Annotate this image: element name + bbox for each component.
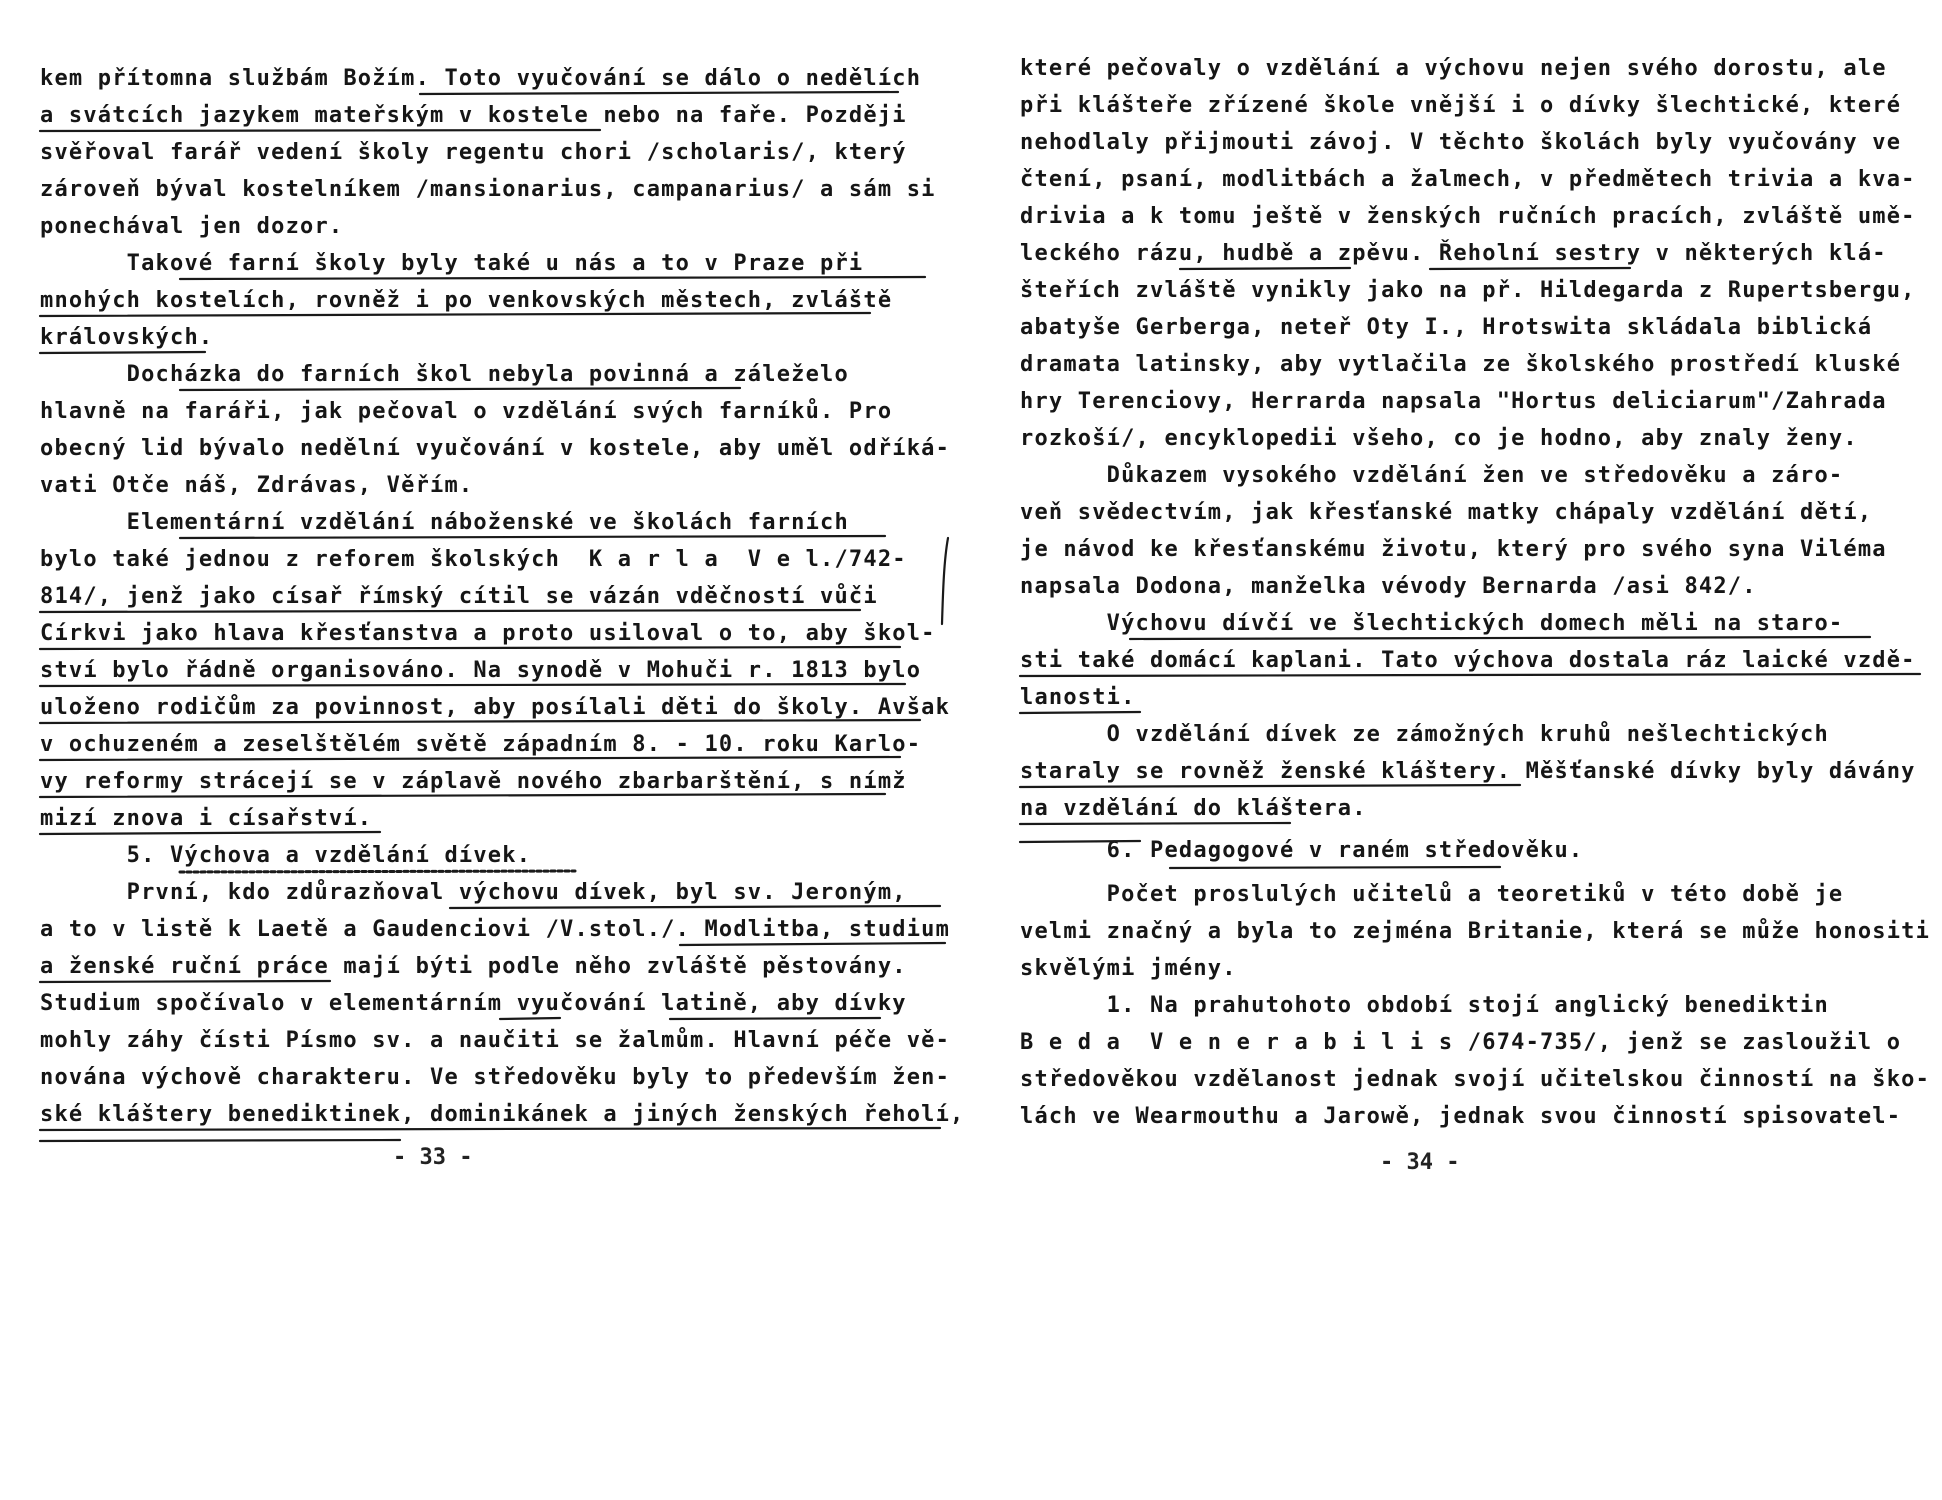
text-line: lách ve Wearmouthu a Jarowě, jednak svou činností spisovatel- xyxy=(1020,1104,1902,1129)
text-line: a svátcích jazykem mateřským v kostele nebo na faře. Později xyxy=(40,103,907,128)
text-line: Počet proslulých učitelů a teoretiků v této době je xyxy=(1020,882,1844,907)
text-line: mizí znova i císařství. xyxy=(40,806,373,831)
text-line: První, kdo zdůrazňoval výchovu dívek, byl sv. Jeroným, xyxy=(40,880,907,905)
text-line: Důkazem vysokého vzdělání žen ve středověku a záro- xyxy=(1020,463,1844,488)
section-heading: 5. Výchova a vzdělání dívek. xyxy=(40,843,532,868)
text-line: nehodlaly přijmouti závoj. V těchto školách byly vyučovány ve xyxy=(1020,130,1902,155)
text-line: staraly se rovněž ženské kláštery. Měšťanské dívky byly dávány xyxy=(1020,759,1916,784)
text-line: lanosti. xyxy=(1020,685,1136,710)
text-line: které pečovaly o vzdělání a výchovu nejen svého dorostu, ale xyxy=(1020,56,1887,81)
text-line: skvělými jmény. xyxy=(1020,956,1237,981)
text-line: a to v listě k Laetě a Gaudenciovi /V.stol./. Modlitba, studium xyxy=(40,917,951,942)
text-line: na vzdělání do kláštera. xyxy=(1020,796,1367,821)
text-line: mohly záhy čísti Písmo sv. a naučiti se žalmům. Hlavní péče vě- xyxy=(40,1028,951,1053)
text-line: obecný lid bývalo nedělní vyučování v kostele, aby uměl odříká- xyxy=(40,436,951,461)
page-number: - 33 - xyxy=(393,1145,473,1170)
text-line: kem přítomna službám Božím. Toto vyučování se dálo o nedělích xyxy=(40,66,922,91)
text-line: v ochuzeném a zeselštělém světě západním 8. - 10. roku Karlo- xyxy=(40,732,922,757)
text-line: hry Terenciovy, Herrarda napsala "Hortus deliciarum"/Zahrada xyxy=(1020,389,1887,414)
text-line: je návod ke křesťanskému životu, který pro svého syna Viléma xyxy=(1020,537,1887,562)
text-line: abatyše Gerberga, neteř Oty I., Hrotswita skládala biblická xyxy=(1020,315,1873,340)
section-heading: 6. Pedagogové v raném středověku. xyxy=(1020,838,1584,863)
text-line: Církvi jako hlava křesťanstva a proto usiloval o to, aby škol- xyxy=(40,621,936,646)
text-line: hlavně na faráři, jak pečoval o vzdělání svých farníků. Pro xyxy=(40,399,893,424)
text-line: uloženo rodičům za povinnost, aby posílali děti do školy. Avšak xyxy=(40,695,951,720)
text-line: ské kláštery benediktinek, dominikánek a jiných ženských řeholí, xyxy=(40,1102,965,1127)
text-line: středověkou vzdělanost jednak svojí učitelskou činností na ško- xyxy=(1020,1067,1931,1092)
text-line: svěřoval farář vedení školy regentu chori /scholaris/, který xyxy=(40,140,907,165)
text-line: vy reformy strácejí se v záplavě nového zbarbarštění, s nímž xyxy=(40,769,907,794)
text-line: a ženské ruční práce mají býti podle něho zvláště pěstovány. xyxy=(40,954,907,979)
text-line: bylo také jednou z reforem školských K a r l a V e l./742- xyxy=(40,547,907,572)
text-line: dramata latinsky, aby vytlačila ze školského prostředí kluské xyxy=(1020,352,1902,377)
text-line: napsala Dodona, manželka vévody Bernarda /asi 842/. xyxy=(1020,574,1757,599)
text-line: 1. Na prahutohoto období stojí anglický benediktin xyxy=(1020,993,1829,1018)
right-page xyxy=(990,0,1942,1500)
text-line: rozkoší/, encyklopedii všeho, co je hodno, aby znaly ženy. xyxy=(1020,426,1858,451)
text-line: nována výchově charakteru. Ve středověku byly to především žen- xyxy=(40,1065,951,1090)
text-line: velmi značný a byla to zejména Britanie, která se může honositi xyxy=(1020,919,1931,944)
text-line: B e d a V e n e r a b i l i s /674-735/, jenž se zasloužil o xyxy=(1020,1030,1902,1055)
text-line: čtení, psaní, modlitbách a žalmech, v předmětech trivia a kva- xyxy=(1020,167,1916,192)
text-line: veň svědectvím, jak křesťanské matky chápaly vzdělání dětí, xyxy=(1020,500,1873,525)
text-line: Studium spočívalo v elementárním vyučování latině, aby dívky xyxy=(40,991,907,1016)
text-line: sti také domácí kaplani. Tato výchova dostala ráz laické vzdě- xyxy=(1020,648,1916,673)
text-line: 814/, jenž jako císař římský cítil se vázán vděčností vůči xyxy=(40,584,878,609)
text-line: šteřích zvláště vynikly jako na př. Hildegarda z Rupertsbergu, xyxy=(1020,278,1916,303)
page-number: - 34 - xyxy=(1380,1150,1460,1175)
text-line: Elementární vzdělání náboženské ve školách farních xyxy=(40,510,849,535)
text-line: leckého rázu, hudbě a zpěvu. Řeholní sestry v některých klá- xyxy=(1020,241,1887,266)
text-line: ponechával jen dozor. xyxy=(40,214,344,239)
text-line: královských. xyxy=(40,325,214,350)
text-line: Docházka do farních škol nebyla povinná a záleželo xyxy=(40,362,849,387)
text-line: ství bylo řádně organisováno. Na synodě v Mohuči r. 1813 bylo xyxy=(40,658,922,683)
text-line: mnohých kostelích, rovněž i po venkovských městech, zvláště xyxy=(40,288,893,313)
text-line: vati Otče náš, Zdrávas, Věřím. xyxy=(40,473,474,498)
text-line: Výchovu dívčí ve šlechtických domech měli na staro- xyxy=(1020,611,1844,636)
text-line: O vzdělání dívek ze zámožných kruhů nešlechtických xyxy=(1020,722,1829,747)
text-line: při klášteře zřízené škole vnější i o dívky šlechtické, které xyxy=(1020,93,1902,118)
text-line: Takové farní školy byly také u nás a to v Praze při xyxy=(40,251,864,276)
text-line: zároveň býval kostelníkem /mansionarius, campanarius/ a sám si xyxy=(40,177,936,202)
text-line: drivia a k tomu ještě v ženských ručních pracích, zvláště umě- xyxy=(1020,204,1916,229)
